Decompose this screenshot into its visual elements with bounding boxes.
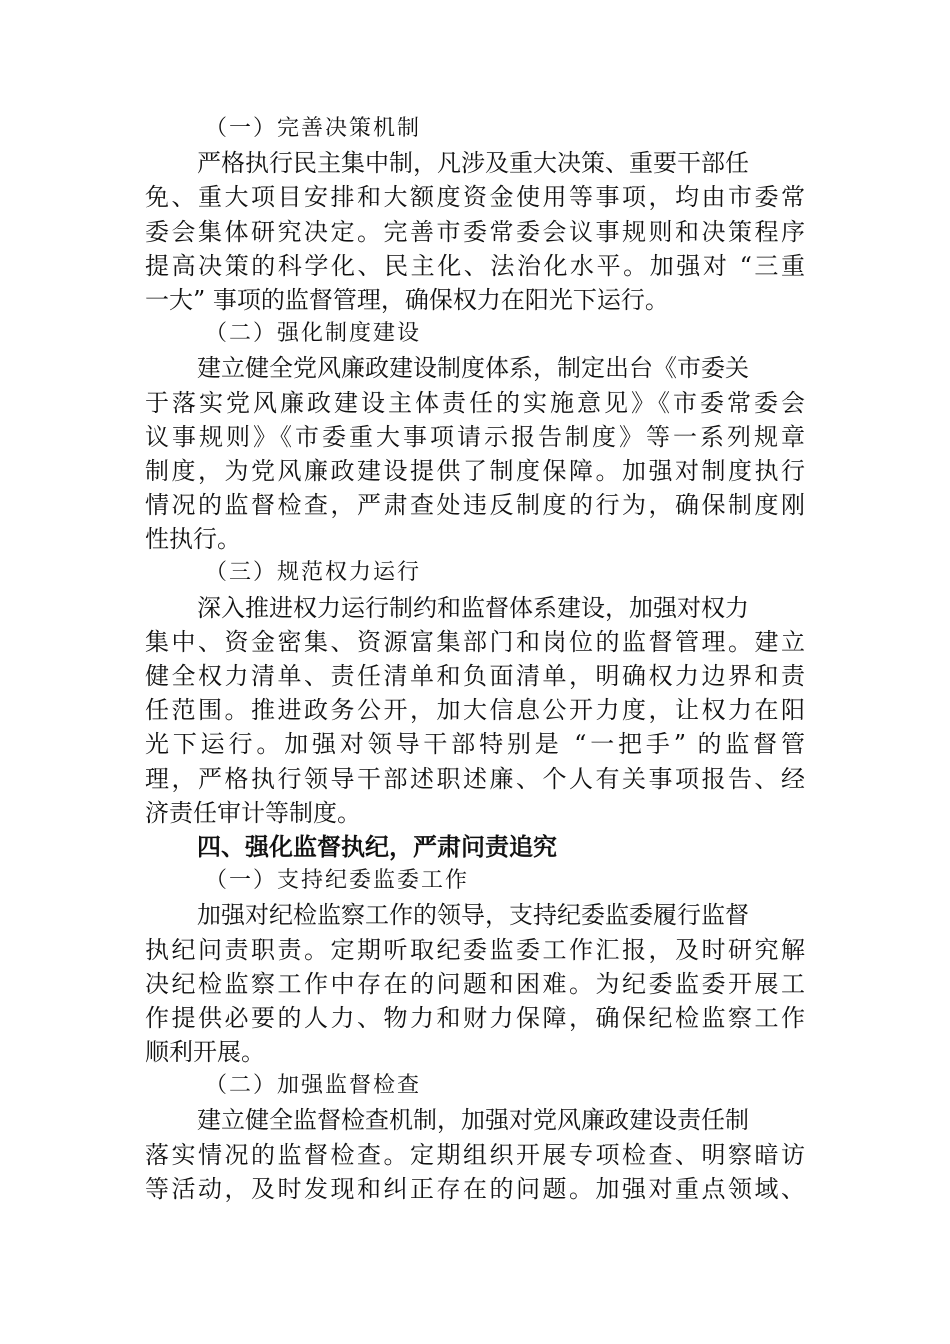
subheading-improve-decision (145, 112, 805, 146)
paragraph-democratic-centralism (145, 146, 805, 317)
paragraph-line: 集中、资金密集、资源富集部门和岗位的监督管理。建立 (145, 627, 805, 656)
paragraph-line: 委会集体研究决定。完善市委常委会议事规则和决策程序 (145, 217, 805, 246)
subheading-strengthen-system (145, 317, 805, 351)
subheading-text: （一）完善决策机制 (205, 116, 422, 141)
paragraph-line: 性执行。 (145, 525, 241, 554)
subheading-support-commission (145, 864, 805, 898)
paragraph-line: 建立健全监督检查机制，加强对党风廉政建设责任制 (197, 1106, 749, 1135)
section-heading-four (145, 830, 805, 864)
subheading-text: （三）规范权力运行 (205, 560, 422, 586)
paragraph-line: 决纪检监察工作中存在的问题和困难。为纪委监委开展工 (145, 969, 805, 998)
paragraph-line: 顺利开展。 (145, 1038, 265, 1067)
paragraph-line: 济责任审计等制度。 (145, 798, 361, 827)
paragraph-line: 任范围。推进政务公开，加大信息公开力度，让权力在阳 (145, 696, 805, 725)
paragraph-line: 深入推进权力运行制约和监督体系建设，加强对权力 (197, 593, 749, 622)
paragraph-line: 落实情况的监督检查。定期组织开展专项检查、明察暗访 (145, 1140, 805, 1169)
subheading-text: （二）加强监督检查 (205, 1073, 422, 1099)
paragraph-line: 建立健全党风廉政建设制度体系，制定出台《市委关 (197, 354, 749, 383)
section-heading-text: 四、强化监督执纪，严肃问责追究 (197, 832, 557, 861)
paragraph-inspection (145, 1103, 805, 1206)
paragraph-line: 制度，为党风廉政建设提供了制度保障。加强对制度执行 (145, 456, 805, 485)
paragraph-line: 提高决策的科学化、民主化、法治化水平。加强对 “三重 (145, 251, 805, 280)
paragraph-line: 议事规则》《市委重大事项请示报告制度》等一系列规章 (145, 422, 805, 451)
paragraph-support-commission (145, 898, 805, 1069)
paragraph-system-building (145, 351, 805, 556)
subheading-text: （二）强化制度建设 (205, 321, 422, 347)
paragraph-line: 加强对纪检监察工作的领导，支持纪委监委履行监督 (197, 901, 749, 930)
paragraph-power-operation (145, 591, 805, 830)
paragraph-line: 执纪问责职责。定期听取纪委监委工作汇报，及时研究解 (145, 935, 805, 964)
subheading-regulate-power (145, 556, 805, 590)
paragraph-line: 于落实党风廉政建设主体责任的实施意见》《市委常委会 (145, 388, 805, 417)
paragraph-line: 一大” 事项的监督管理，确保权力在阳光下运行。 (145, 285, 669, 314)
paragraph-line: 作提供必要的人力、物力和财力保障，确保纪检监察工作 (145, 1003, 805, 1032)
paragraph-line: 严格执行民主集中制，凡涉及重大决策、重要干部任 (197, 149, 749, 178)
paragraph-line: 免、重大项目安排和大额度资金使用等事项，均由市委常 (145, 183, 805, 212)
subheading-strengthen-inspection (145, 1069, 805, 1103)
paragraph-line: 健全权力清单、责任清单和负面清单，明确权力边界和责 (145, 662, 805, 690)
paragraph-line: 等活动，及时发现和纠正存在的问题。加强对重点领域、 (145, 1174, 805, 1203)
document-body (145, 112, 805, 1206)
paragraph-line: 理，严格执行领导干部述职述廉、个人有关事项报告、经 (145, 764, 805, 793)
paragraph-line: 光下运行。加强对领导干部特别是 “一把手” 的监督管 (145, 730, 805, 759)
subheading-text: （一）支持纪委监委工作 (205, 868, 470, 894)
paragraph-line: 情况的监督检查，严肃查处违反制度的行为，确保制度刚 (145, 491, 805, 520)
